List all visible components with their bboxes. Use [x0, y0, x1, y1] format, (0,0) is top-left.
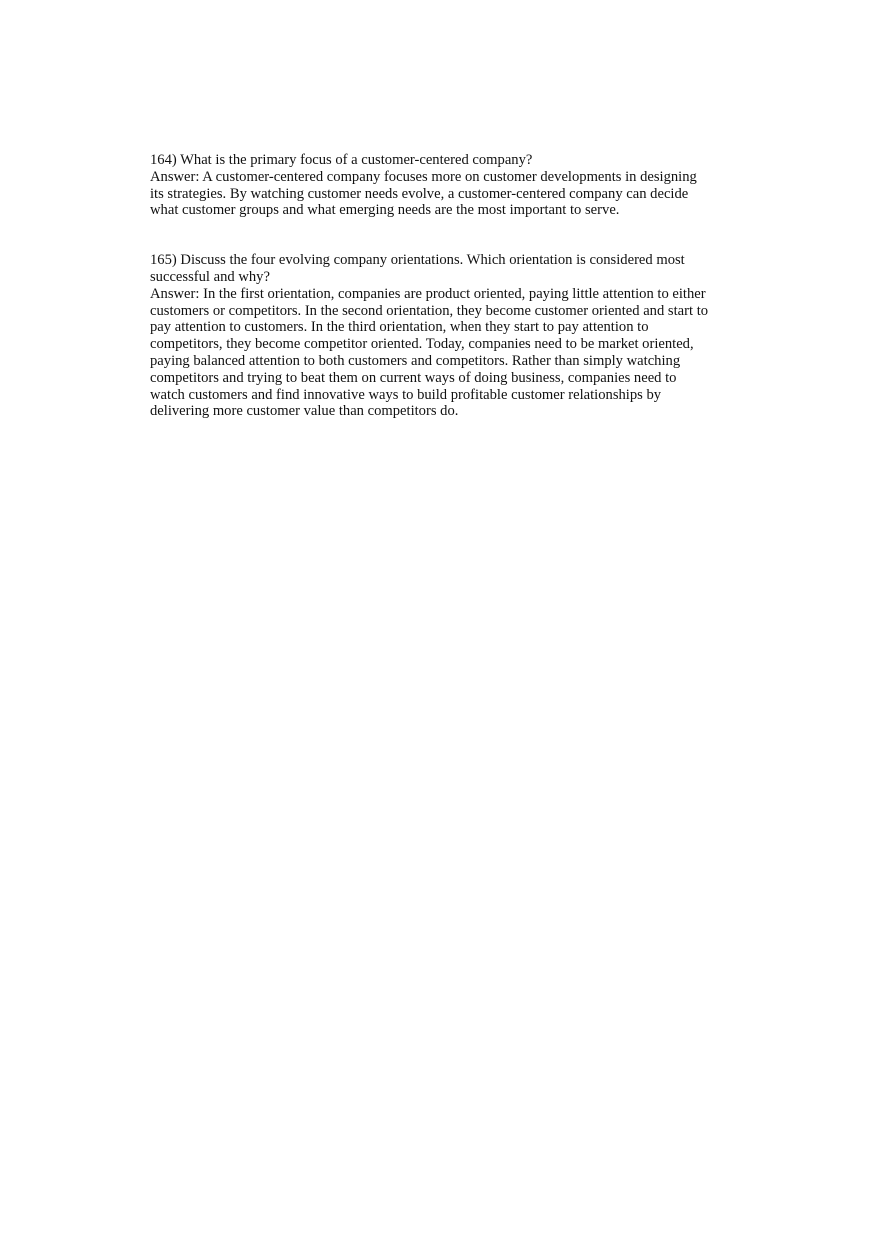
answer-164-line-3: what customer groups and what emerging needs are the most important to serve. [150, 202, 620, 219]
question-165-prompt-line-2: successful and why? [150, 268, 270, 285]
answer-165-line-1: Answer: In the first orientation, companies are product oriented, paying little attention to either [150, 285, 706, 302]
answer-164-line-1: Answer: A customer-centered company focuses more on customer developments in designing [150, 168, 697, 185]
question-164 [150, 152, 730, 219]
answer-165-line-6: competitors and trying to beat them on current ways of doing business, companies need to [150, 369, 677, 386]
answer-165-line-2: customers or competitors. In the second orientation, they become customer oriented and start to [150, 302, 709, 319]
question-165-prompt-line-1: 165) Discuss the four evolving company orientations. Which orientation is considered most [150, 252, 685, 269]
answer-164-line-2: its strategies. By watching customer needs evolve, a customer-centered company can decide [150, 185, 689, 202]
answer-165-line-4: competitors, they become competitor oriented. Today, companies need to be market oriented, [150, 336, 694, 353]
answer-165-line-3: pay attention to customers. In the third orientation, when they start to pay attention to [150, 319, 649, 336]
answer-165-line-7: watch customers and find innovative ways to build profitable customer relationships by [150, 386, 662, 403]
document-content [150, 152, 730, 420]
question-165 [150, 252, 730, 420]
answer-165-line-5: paying balanced attention to both customers and competitors. Rather than simply watching [150, 352, 681, 369]
question-164-prompt: 164) What is the primary focus of a customer-centered company? [150, 152, 533, 168]
answer-165-line-8: delivering more customer value than competitors do. [150, 403, 459, 420]
